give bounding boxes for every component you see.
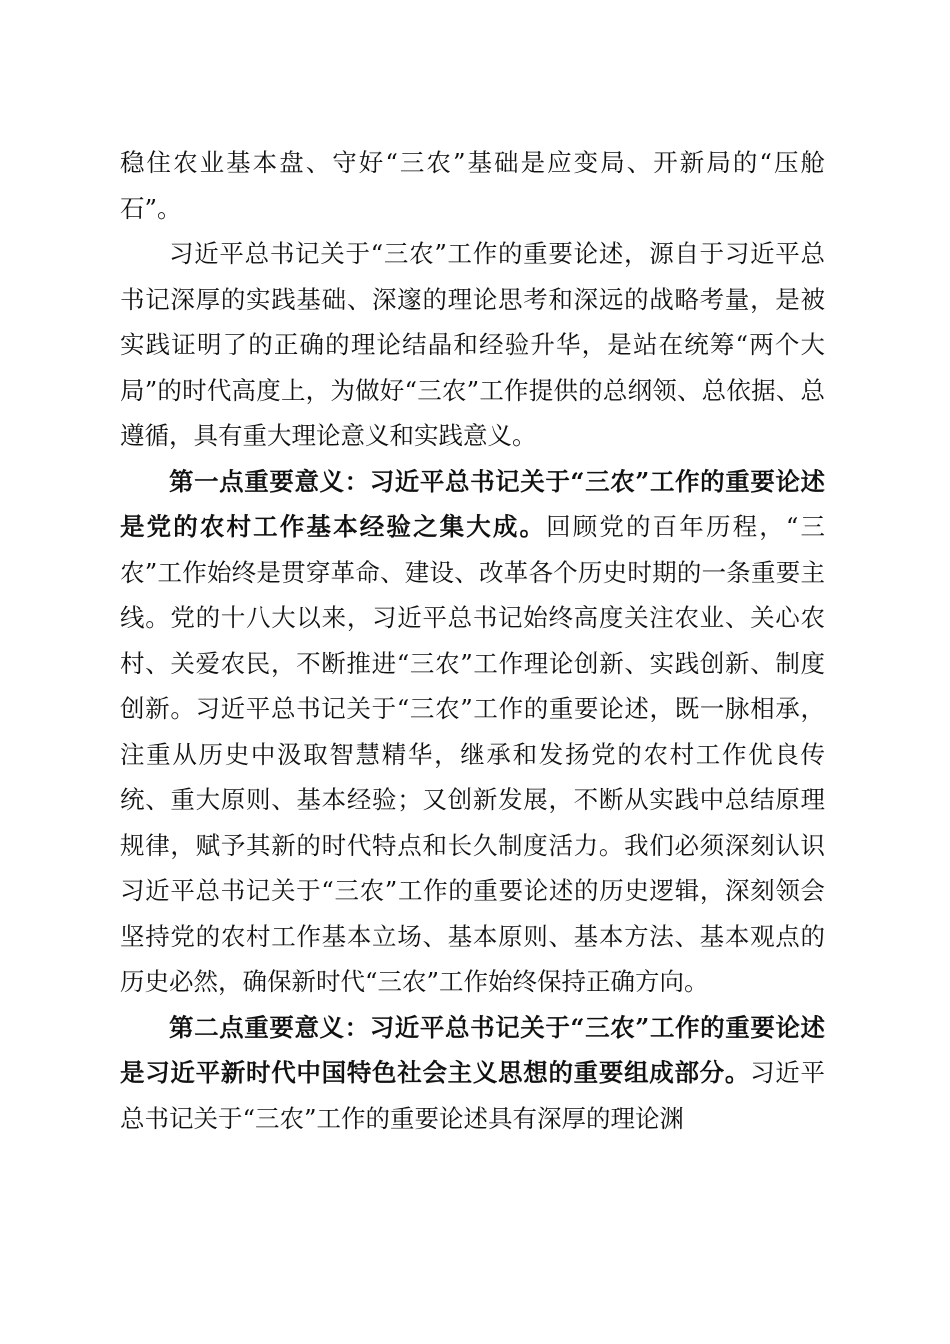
document-body bbox=[120, 140, 825, 1141]
paragraph-4-text: 习近平总书记关于“三农”工作的重要论述具有深厚的理论渊 bbox=[120, 1058, 826, 1133]
paragraph-1 bbox=[120, 140, 825, 231]
paragraph-3-text: 回顾党的百年历程，“三农”工作始终是贯穿革命、建设、改革各个历史时期的一条重要主线。党的十八大以来，习近平总书记始终高度关注农业、关心农村、关爱农民，不断推进“三农”工作理论创新、实践创新、制度创新。习近平总书记关于“三农”工作的重要论述，既一脉相承，注重从历史中汲取智慧精华，继承和发扬党的农村工作优良传统、重大原则、基本经验；又创新发展，不断从实践中总结原理规律，赋予其新的时代特点和长久制度活力。我们必须深刻认识习近平总书记关于“三农”工作的重要论述的历史逻辑，深刻领会坚持党的农村工作基本立场、基本原则、基本方法、基本观点的历史必然，确保新时代“三农”工作始终保持正确方向。 bbox=[120, 512, 825, 996]
paragraph-2 bbox=[120, 231, 825, 459]
paragraph-4-heading: 第二点重要意义：习近平总书记关于“三农”工作的重要论述是习近平新时代中国特色社会主义思想的重要组成部分。 bbox=[120, 1012, 825, 1087]
paragraph-1-text: 稳住农业基本盘、守好“三农”基础是应变局、开新局的“压舱石”。 bbox=[120, 148, 825, 223]
paragraph-3-heading: 第一点重要意义：习近平总书记关于“三农”工作的重要论述是党的农村工作基本经验之集大成。 bbox=[120, 466, 825, 541]
paragraph-4 bbox=[120, 1005, 825, 1142]
paragraph-3 bbox=[120, 459, 825, 1005]
paragraph-2-text: 习近平总书记关于“三农”工作的重要论述，源自于习近平总书记深厚的实践基础、深邃的理论思考和深远的战略考量，是被实践证明了的正确的理论结晶和经验升华，是站在统筹“两个大局”的时代高度上，为做好“三农”工作提供的总纲领、总依据、总遵循，具有重大理论意义和实践意义。 bbox=[120, 239, 825, 450]
